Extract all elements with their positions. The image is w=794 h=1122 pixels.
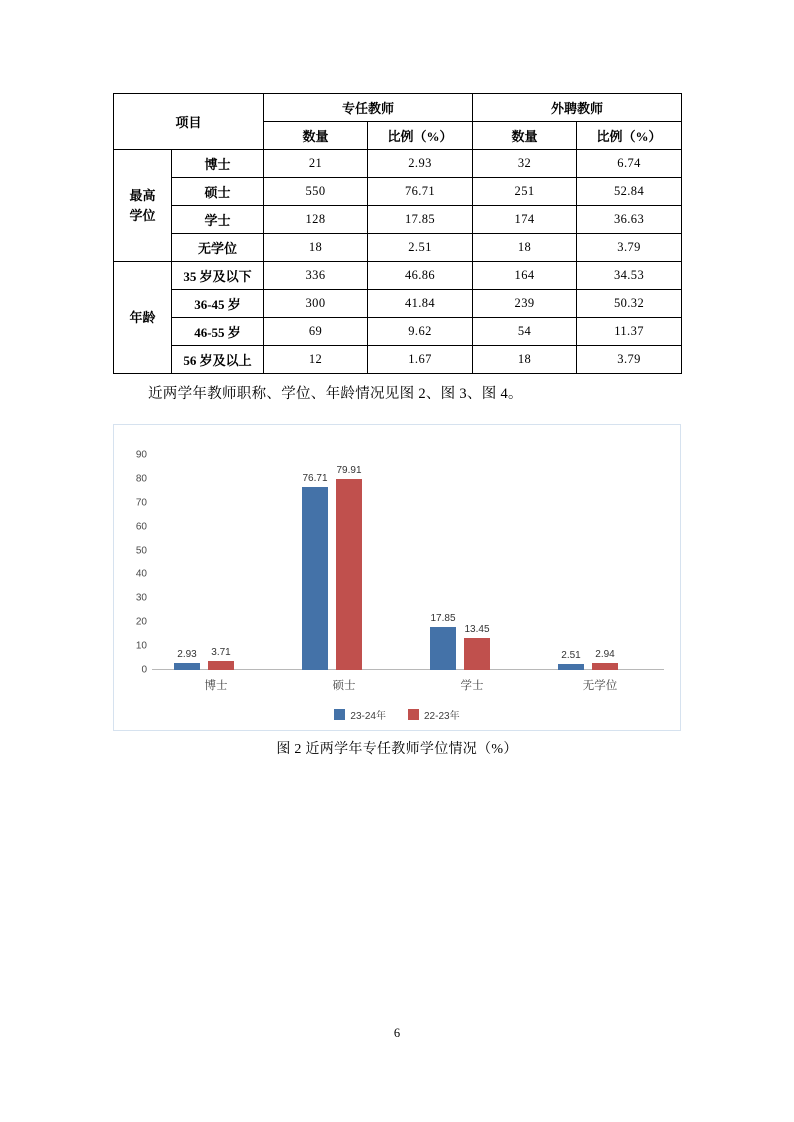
statistics-table-wrapper xyxy=(113,93,681,374)
table-row xyxy=(114,346,682,374)
cell-value: 11.37 xyxy=(577,318,682,346)
chart-legend-item[interactable] xyxy=(334,707,386,722)
cell-value: 251 xyxy=(473,178,577,206)
header-group-parttime: 外聘教师 xyxy=(473,94,682,122)
cell-value: 336 xyxy=(264,262,368,290)
cell-value: 239 xyxy=(473,290,577,318)
section-label-age: 年龄 xyxy=(114,262,172,374)
chart-bar xyxy=(430,613,456,670)
chart-bar-value-label: 79.91 xyxy=(336,465,362,477)
cell-value: 174 xyxy=(473,206,577,234)
row-label: 56 岁及以上 xyxy=(172,346,264,374)
header-group-fulltime: 专任教师 xyxy=(264,94,473,122)
row-label: 博士 xyxy=(172,150,264,178)
cell-value: 36.63 xyxy=(577,206,682,234)
x-axis-category-label: 无学位 xyxy=(582,680,618,692)
header-fulltime-ratio: 比例（%） xyxy=(368,122,473,150)
x-axis-category-label: 博士 xyxy=(204,680,228,692)
chart-bar xyxy=(208,647,234,670)
chart-legend-label: 23-24年 xyxy=(350,711,386,722)
chart-legend-swatch xyxy=(408,709,419,720)
section-label-line2: 学位 xyxy=(129,207,156,223)
section-label-line1: 最高 xyxy=(129,188,156,203)
y-axis-tick-label: 40 xyxy=(135,568,147,580)
page-number: 6 xyxy=(393,1026,401,1040)
chart-gridline xyxy=(135,545,664,557)
cell-value: 3.79 xyxy=(577,234,682,262)
cell-value: 32 xyxy=(473,150,577,178)
chart-bar-value-label: 2.94 xyxy=(595,648,615,660)
cell-value: 18 xyxy=(473,346,577,374)
header-parttime-count: 数量 xyxy=(473,122,577,150)
table-header-row-1 xyxy=(114,94,682,122)
chart-gridline xyxy=(141,664,664,676)
y-axis-tick-label: 60 xyxy=(135,521,147,533)
chart-gridline xyxy=(135,592,664,604)
chart-gridline xyxy=(135,497,664,509)
y-axis-tick-label: 50 xyxy=(135,545,147,557)
cell-value: 52.84 xyxy=(577,178,682,206)
cell-value: 2.51 xyxy=(368,234,473,262)
chart-plot-area xyxy=(135,449,664,692)
y-axis-tick-label: 20 xyxy=(135,616,147,628)
chart-bar xyxy=(302,472,328,670)
header-item: 项目 xyxy=(114,94,264,150)
y-axis-tick-label: 90 xyxy=(135,449,147,461)
chart-gridline xyxy=(135,568,664,580)
cell-value: 1.67 xyxy=(368,346,473,374)
row-label: 硕士 xyxy=(172,178,264,206)
table-row xyxy=(114,206,682,234)
cell-value: 69 xyxy=(264,318,368,346)
table-row xyxy=(114,290,682,318)
chart-category-group xyxy=(280,455,408,692)
x-axis-category-label: 学士 xyxy=(460,680,484,692)
header-parttime-ratio: 比例（%） xyxy=(577,122,682,150)
chart-legend-item[interactable] xyxy=(408,707,460,722)
cell-value: 17.85 xyxy=(368,206,473,234)
cell-value: 6.74 xyxy=(577,150,682,178)
table-row xyxy=(114,178,682,206)
chart-bar-value-label: 2.93 xyxy=(177,649,197,661)
cell-value: 550 xyxy=(264,178,368,206)
chart-bar xyxy=(464,623,490,670)
chart-bar xyxy=(174,649,200,670)
header-fulltime-count: 数量 xyxy=(264,122,368,150)
statistics-table xyxy=(113,93,682,374)
y-axis-tick-label: 30 xyxy=(135,592,147,604)
cell-value: 128 xyxy=(264,206,368,234)
cell-value: 12 xyxy=(264,346,368,374)
row-label: 36-45 岁 xyxy=(172,290,264,318)
cell-value: 3.79 xyxy=(577,346,682,374)
chart-category-group xyxy=(536,455,664,692)
cell-value: 9.62 xyxy=(368,318,473,346)
row-label: 无学位 xyxy=(172,234,264,262)
chart-bar-value-label: 3.71 xyxy=(211,647,231,659)
chart-gridline xyxy=(135,449,664,461)
chart-legend-swatch xyxy=(334,709,345,720)
chart-legend-label: 22-23年 xyxy=(424,711,460,722)
chart-bar xyxy=(592,648,618,670)
cell-value: 50.32 xyxy=(577,290,682,318)
table-row xyxy=(114,318,682,346)
chart-legend xyxy=(114,707,680,722)
cell-value: 18 xyxy=(264,234,368,262)
cell-value: 18 xyxy=(473,234,577,262)
cell-value: 76.71 xyxy=(368,178,473,206)
cell-value: 300 xyxy=(264,290,368,318)
chart-bar-value-label: 2.51 xyxy=(561,650,581,662)
section-label-degree xyxy=(114,150,172,262)
chart-category-group xyxy=(152,455,280,692)
chart-bar-value-label: 76.71 xyxy=(302,472,328,484)
x-axis-category-label: 硕士 xyxy=(332,680,356,692)
figure-caption: 图 2 近两学年专任教师学位情况（%） xyxy=(276,742,518,757)
y-axis-tick-label: 70 xyxy=(135,497,147,509)
chart-category-group xyxy=(408,455,536,692)
chart-bar-value-label: 13.45 xyxy=(464,623,490,635)
cell-value: 46.86 xyxy=(368,262,473,290)
row-label: 35 岁及以下 xyxy=(172,262,264,290)
chart-gridline xyxy=(135,521,664,533)
cell-value: 54 xyxy=(473,318,577,346)
cell-value: 21 xyxy=(264,150,368,178)
cell-value: 34.53 xyxy=(577,262,682,290)
bar-chart xyxy=(113,424,681,731)
y-axis-tick-label: 0 xyxy=(141,664,147,676)
chart-gridline xyxy=(135,640,664,652)
y-axis-tick-label: 80 xyxy=(135,473,147,485)
table-row xyxy=(114,262,682,290)
chart-bar-value-label: 17.85 xyxy=(430,613,456,625)
chart-bars-area xyxy=(152,455,664,692)
row-label: 学士 xyxy=(172,206,264,234)
table-row xyxy=(114,150,682,178)
cell-value: 164 xyxy=(473,262,577,290)
table-row xyxy=(114,234,682,262)
row-label: 46-55 岁 xyxy=(172,318,264,346)
cell-value: 41.84 xyxy=(368,290,473,318)
y-axis-tick-label: 10 xyxy=(135,640,147,652)
cell-value: 2.93 xyxy=(368,150,473,178)
body-paragraph: 近两学年教师职称、学位、年龄情况见图 2、图 3、图 4。 xyxy=(148,386,523,402)
